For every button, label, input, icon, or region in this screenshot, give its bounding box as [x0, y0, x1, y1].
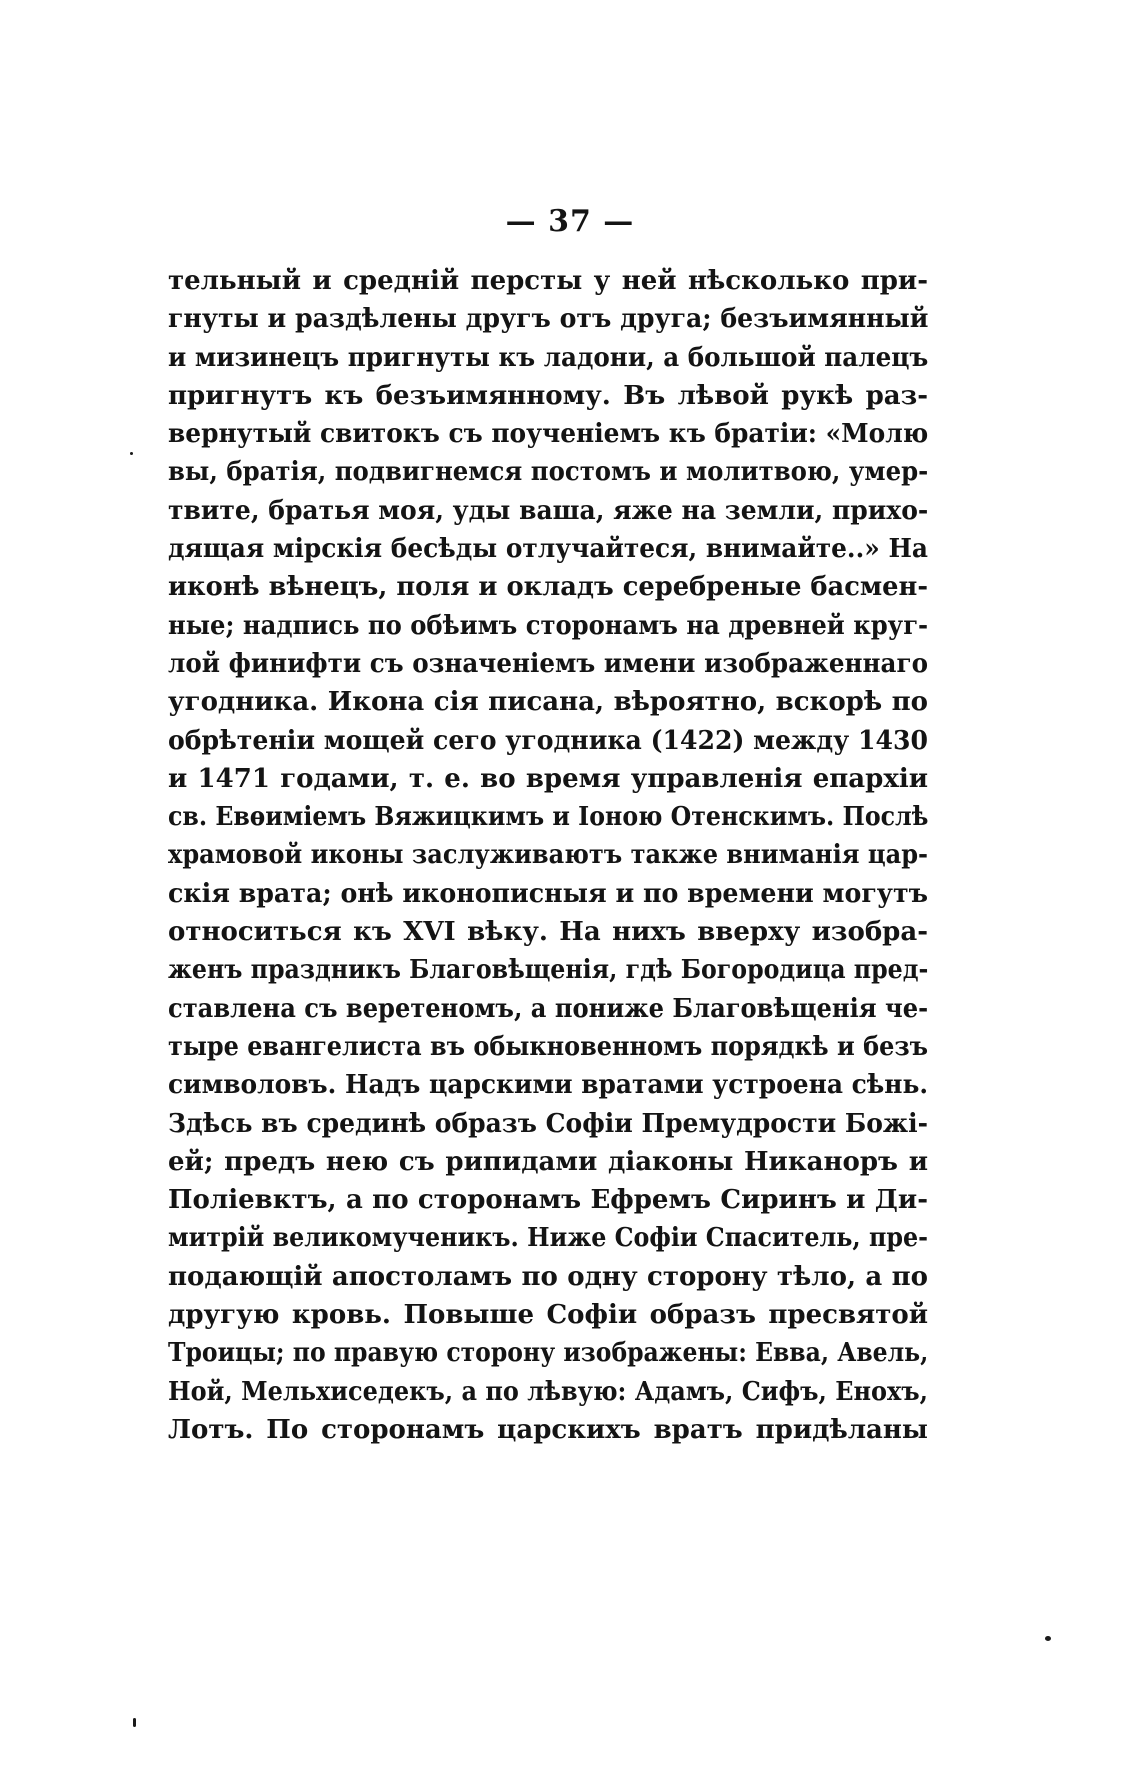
text-line: ей; предъ нею съ рипидами дiаконы Никаноръ и	[168, 1146, 928, 1177]
text-line: Троицы; по правую сторону изображены: Евва, Авель,	[168, 1338, 928, 1369]
body-text	[168, 262, 928, 1449]
text-line: тельный и среднiй персты у ней нѣсколько при-	[168, 266, 928, 296]
text-line: ставлена съ веретеномъ, а пониже Благовѣщенiя че-	[168, 993, 928, 1024]
text-line: скiя врата; онѣ иконописныя и по времени могутъ	[168, 878, 928, 909]
text-line: символовъ. Надъ царскими вратами устроена сѣнь.	[168, 1070, 928, 1101]
text-line: и 1471 годами, т. е. во время управленiя епархiи	[168, 763, 928, 794]
text-line: Полiевктъ, а по сторонамъ Ефремъ Сиринъ и Ди-	[168, 1185, 928, 1216]
text-line: относиться къ XVI вѣку. На нихъ вверху изобра-	[168, 917, 928, 948]
page-number: — 37 —	[505, 204, 635, 239]
text-line: женъ праздникъ Благовѣщенiя, гдѣ Богородица пред-	[168, 955, 928, 986]
text-line: подающiй апостоламъ по одну сторону тѣло, а по	[168, 1261, 928, 1292]
ink-speck	[130, 452, 133, 455]
text-line: тыре евангелиста въ обыкновенномъ порядкѣ и безъ	[168, 1031, 928, 1062]
text-line: Здѣсь въ срединѣ образъ Софiи Премудрости Божi-	[168, 1108, 928, 1139]
text-line: твите, братья моя, уды ваша, яже на земли, прихо-	[168, 495, 928, 526]
text-line: угодника. Икона сiя писана, вѣроятно, вскорѣ по	[168, 687, 928, 718]
text-line: митрiй великомученикъ. Ниже Софiи Спаситель, пре-	[168, 1223, 928, 1254]
text-line: лой финифти съ означенiемъ имени изображеннаго	[168, 648, 928, 679]
text-line: иконѣ вѣнецъ, поля и окладъ серебреные басмен-	[168, 572, 928, 603]
ink-speck	[1045, 1636, 1051, 1641]
text-line: Ной, Мельхиседекъ, а по лѣвую: Адамъ, Сифъ, Енохъ,	[168, 1376, 928, 1407]
text-line: храмовой иконы заслуживаютъ также вниманiя цар-	[168, 840, 928, 871]
text-line: обрѣтенiи мощей сего угодника (1422) между 1430	[168, 725, 928, 756]
text-line: другую кровь. Повыше Софiи образъ пресвятой	[168, 1300, 928, 1331]
text-line: Лотъ. По сторонамъ царскихъ вратъ придѣланы	[168, 1414, 928, 1445]
text-line: гнуты и раздѣлены другъ отъ друга; безъимянный	[168, 304, 928, 335]
text-line: вы, братiя, подвигнемся постомъ и молитвою, умер-	[168, 457, 928, 488]
text-line: пригнутъ къ безъимянному. Въ лѣвой рукѣ раз-	[168, 380, 928, 411]
text-line: вернутый свитокъ съ поученiемъ къ братiи: «Молю	[168, 419, 928, 450]
ink-speck	[133, 1718, 136, 1727]
text-line: и мизинецъ пригнуты къ ладони, а большой палецъ	[168, 342, 928, 373]
text-line: ные; надпись по обѣимъ сторонамъ на древней круг-	[168, 610, 928, 641]
text-line: св. Евѳимiемъ Вяжицкимъ и Iоною Отенскимъ. Послѣ	[168, 802, 928, 833]
text-line: дящая мiрскiя бесѣды отлучайтеся, внимайте..» На	[168, 534, 928, 565]
